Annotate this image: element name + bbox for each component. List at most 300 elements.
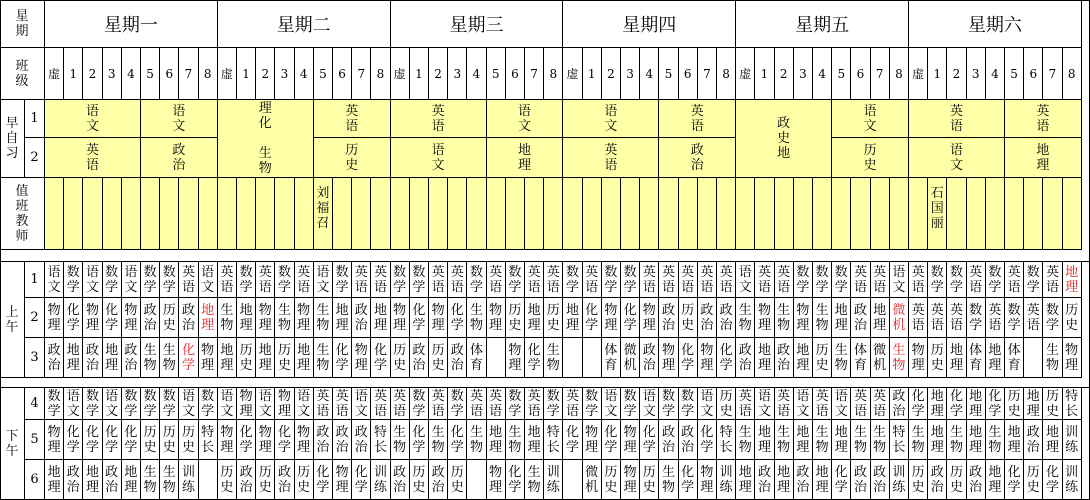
period-header-text: 2	[434, 66, 442, 81]
schedule-cell	[986, 388, 1005, 420]
schedule-cell	[544, 262, 563, 298]
subject-text: 历 史	[1045, 388, 1059, 419]
period-header	[1043, 48, 1062, 100]
schedule-cell	[947, 338, 966, 378]
subject-text: 数 学	[143, 264, 157, 295]
subject-text: 体 育	[469, 342, 483, 373]
schedule-cell	[410, 338, 429, 378]
schedule-cell	[45, 420, 64, 460]
period-header	[525, 48, 544, 100]
subject-text: 物 理	[431, 302, 445, 333]
period-header	[563, 48, 582, 100]
schedule-cell	[1063, 420, 1082, 460]
schedule-cell	[698, 420, 717, 460]
period-header	[698, 48, 717, 100]
schedule-cell	[890, 420, 909, 460]
subject-text: 语 文	[66, 388, 80, 419]
subject-text: 生 物	[220, 302, 234, 333]
subject-text: 语 文	[47, 264, 61, 295]
day-header	[218, 0, 391, 48]
subject-text: 英 语	[661, 264, 675, 295]
subject-text: 物 理	[201, 342, 215, 373]
day-header	[736, 0, 909, 48]
schedule-cell	[871, 298, 890, 338]
schedule-cell	[429, 338, 448, 378]
subject-text: 生 物	[431, 424, 445, 455]
duty-cell	[352, 178, 371, 250]
subject-text: 生 物	[834, 342, 848, 373]
period-header	[314, 48, 333, 100]
subject-text: 英 语	[1045, 264, 1059, 295]
schedule-cell	[890, 460, 909, 500]
spacer-row	[0, 250, 1090, 262]
subject-text: 政 治	[66, 464, 80, 495]
schedule-cell	[544, 388, 563, 420]
schedule-cell	[103, 298, 122, 338]
schedule-cell	[141, 460, 160, 500]
schedule-cell	[544, 420, 563, 460]
morning-study-block-text: 政 史 地	[777, 116, 791, 161]
subject-text: 英 语	[738, 388, 752, 419]
schedule-cell	[506, 388, 525, 420]
morning-study-row-1	[25, 100, 45, 138]
schedule-cell	[429, 262, 448, 298]
schedule-cell	[909, 460, 928, 500]
subject-text: 化 学	[508, 464, 522, 495]
period-header	[122, 48, 141, 100]
schedule-cell	[467, 298, 486, 338]
schedule-cell	[659, 420, 678, 460]
session-label	[0, 262, 25, 378]
subject-text: 地 理	[834, 424, 848, 455]
schedule-cell	[967, 460, 986, 500]
morning-study-block	[1005, 138, 1082, 178]
schedule-cell	[64, 338, 83, 378]
subject-text: 化 学	[565, 424, 579, 455]
subject-text: 语 文	[642, 388, 656, 419]
subject-text: 生 物	[469, 302, 483, 333]
subject-text: 数 学	[969, 302, 983, 333]
schedule-cell	[1005, 388, 1024, 420]
subject-text: 数 学	[239, 264, 253, 295]
schedule-cell	[640, 420, 659, 460]
subject-text: 政 治	[335, 424, 349, 455]
subject-text: 数 学	[815, 264, 829, 295]
schedule-cell	[832, 298, 851, 338]
duty-cell	[832, 178, 851, 250]
subject-text: 物 理	[604, 302, 618, 333]
schedule-cell	[947, 420, 966, 460]
subject-text: 生 物	[546, 342, 560, 373]
period-header-text: 8	[1067, 66, 1076, 81]
subject-text: 英 语	[546, 264, 560, 295]
period-header-text: 2	[779, 66, 788, 81]
day-header-text: 星期六	[967, 14, 1022, 36]
schedule-cell	[602, 388, 621, 420]
subject-text: 物 理	[642, 302, 656, 333]
schedule-cell	[890, 298, 909, 338]
schedule-cell	[371, 298, 390, 338]
schedule-cell	[1024, 298, 1043, 338]
schedule-cell	[237, 262, 256, 298]
morning-study-block-text: 理 化 生 物	[258, 101, 272, 176]
schedule-cell	[890, 262, 909, 298]
duty-cell	[429, 178, 448, 250]
schedule-cell	[275, 388, 294, 420]
subject-text: 历 史	[1065, 302, 1079, 333]
schedule-cell	[371, 262, 390, 298]
period-header	[755, 48, 774, 100]
period-header-text: 虚	[912, 67, 925, 81]
schedule-cell	[467, 388, 486, 420]
morning-study-block-text: 历 史	[345, 142, 359, 173]
schedule-cell	[45, 460, 64, 500]
schedule-cell	[314, 420, 333, 460]
duty-cell	[775, 178, 794, 250]
schedule-cell	[333, 338, 352, 378]
subject-text: 英 语	[373, 264, 387, 295]
subject-text: 生 物	[143, 464, 157, 495]
period-header	[947, 48, 966, 100]
schedule-cell	[410, 460, 429, 500]
schedule-cell	[122, 420, 141, 460]
schedule-cell	[871, 388, 890, 420]
schedule-cell	[333, 298, 352, 338]
subject-text: 数 学	[930, 264, 944, 295]
subject-text: 语 文	[604, 388, 618, 419]
morning-study-block-text: 政 治	[172, 142, 186, 173]
period-label	[25, 460, 45, 500]
schedule-cell	[333, 388, 352, 420]
schedule-cell	[352, 298, 371, 338]
period-header-text: 3	[799, 66, 807, 81]
schedule-cell	[83, 298, 102, 338]
period-header	[967, 48, 986, 100]
period-header	[391, 48, 410, 100]
duty-cell	[83, 178, 102, 250]
subject-text: 地 理	[988, 342, 1002, 373]
schedule-cell	[352, 420, 371, 460]
schedule-cell	[986, 262, 1005, 298]
duty-cell	[851, 178, 870, 250]
schedule-cell	[352, 262, 371, 298]
schedule-cell	[813, 298, 832, 338]
schedule-cell	[851, 338, 870, 378]
schedule-cell	[333, 420, 352, 460]
schedule-cell	[909, 420, 928, 460]
morning-study-block	[563, 138, 659, 178]
schedule-cell	[621, 420, 640, 460]
subject-text: 特 长	[719, 424, 733, 455]
subject-text: 语 文	[181, 388, 195, 419]
schedule-cell	[256, 298, 275, 338]
period-header	[640, 48, 659, 100]
subject-text: 地 理	[527, 424, 541, 455]
period-header-text: 虚	[393, 67, 406, 81]
schedule-cell	[1024, 420, 1043, 460]
schedule-cell	[410, 298, 429, 338]
duty-cell	[563, 178, 582, 250]
subject-text: 数 学	[162, 264, 176, 295]
subject-text: 数 学	[623, 264, 637, 295]
schedule-cell	[295, 338, 314, 378]
schedule-cell	[256, 338, 275, 378]
subject-text: 英 语	[297, 264, 311, 295]
subject-text: 训 练	[719, 464, 733, 495]
period-header	[448, 48, 467, 100]
period-header-text: 4	[127, 66, 135, 81]
duty-cell	[314, 178, 333, 250]
subject-text: 政 治	[661, 302, 675, 333]
schedule-cell	[525, 338, 544, 378]
subject-text: 物 理	[700, 342, 714, 373]
schedule-cell	[851, 460, 870, 500]
period-header-text: 6	[856, 66, 865, 81]
period-label-text: 5	[30, 432, 39, 447]
schedule-cell	[45, 388, 64, 420]
subject-text: 政 治	[181, 302, 195, 333]
subject-text: 地 理	[1007, 424, 1021, 455]
schedule-cell	[103, 338, 122, 378]
duty-cell	[179, 178, 198, 250]
subject-text: 英 语	[489, 388, 503, 419]
subject-text: 生 物	[162, 464, 176, 495]
subject-text: 政 治	[239, 464, 253, 495]
schedule-cell	[909, 262, 928, 298]
subject-text: 语 文	[738, 264, 752, 295]
subject-text: 地 理	[815, 464, 829, 495]
schedule-cell	[448, 262, 467, 298]
subject-text: 历 史	[143, 424, 157, 455]
subject-text: 地 理	[239, 302, 253, 333]
schedule-cell	[563, 262, 582, 298]
subject-text: 英 语	[873, 264, 887, 295]
schedule-cell	[83, 338, 102, 378]
schedule-cell	[141, 420, 160, 460]
morning-study-block-text: 语 文	[517, 103, 531, 134]
subject-text: 化 学	[988, 388, 1002, 419]
subject-text: 历 史	[1007, 388, 1021, 419]
period-header	[333, 48, 352, 100]
period-header	[83, 48, 102, 100]
subject-text: 英 语	[1007, 264, 1021, 295]
morning-study-block	[314, 100, 391, 138]
schedule-cell	[122, 338, 141, 378]
period-header	[602, 48, 621, 100]
schedule-cell	[851, 388, 870, 420]
duty-cell	[141, 178, 160, 250]
duty-cell	[295, 178, 314, 250]
subject-text: 政 治	[124, 342, 138, 373]
period-header-text: 3	[280, 66, 289, 81]
schedule-cell	[487, 420, 506, 460]
schedule-cell	[928, 262, 947, 298]
subject-text: 数 学	[124, 388, 138, 419]
schedule-cell	[103, 388, 122, 420]
schedule-cell	[83, 460, 102, 500]
schedule-cell	[717, 420, 736, 460]
schedule-cell	[659, 460, 678, 500]
schedule-cell	[199, 420, 218, 460]
schedule-cell	[775, 298, 794, 338]
schedule-cell	[83, 388, 102, 420]
duty-cell	[506, 178, 525, 250]
period-header	[659, 48, 678, 100]
subject-text: 英 语	[258, 264, 272, 295]
duty-cell	[525, 178, 544, 250]
morning-study-block	[909, 100, 1005, 138]
period-header-text: 5	[319, 66, 327, 81]
period-header-text: 8	[376, 66, 385, 81]
subject-text: 数 学	[623, 388, 637, 419]
schedule-cell	[429, 298, 448, 338]
subject-text: 生 物	[162, 342, 176, 373]
schedule-cell	[141, 298, 160, 338]
schedule-cell	[256, 262, 275, 298]
morning-study-row-2-text: 2	[30, 150, 39, 165]
subject-text: 历 史	[719, 388, 733, 419]
schedule-cell	[986, 420, 1005, 460]
subject-text: 历 史	[162, 302, 176, 333]
morning-study-block	[391, 138, 487, 178]
schedule-cell	[679, 298, 698, 338]
schedule-cell	[736, 262, 755, 298]
period-header-text: 5	[491, 66, 500, 81]
duty-cell	[659, 178, 678, 250]
schedule-cell	[679, 262, 698, 298]
subject-text: 语 文	[700, 388, 714, 419]
schedule-cell	[755, 420, 774, 460]
subject-text: 语 文	[796, 388, 810, 419]
subject-text: 数 学	[393, 264, 407, 295]
morning-study-block	[659, 100, 736, 138]
period-header-text: 虚	[739, 67, 752, 81]
subject-text: 历 史	[930, 342, 944, 373]
duty-cell	[698, 178, 717, 250]
subject-text: 地 理	[373, 302, 387, 333]
subject-text: 政 治	[431, 464, 445, 495]
schedule-cell	[717, 338, 736, 378]
subject-text: 物 理	[623, 464, 637, 495]
subject-text: 数 学	[508, 264, 522, 295]
subject-text: 英 语	[431, 264, 445, 295]
subject-text: 地 理	[757, 424, 771, 455]
morning-study-block	[314, 138, 391, 178]
period-label	[25, 298, 45, 338]
period-header-text: 4	[299, 66, 308, 81]
schedule-cell	[794, 420, 813, 460]
class-label-text: 班 级	[15, 58, 29, 89]
subject-text: 生 物	[393, 424, 407, 455]
subject-text: 化 学	[354, 464, 368, 495]
subject-text: 化 学	[124, 424, 138, 455]
schedule-cell	[698, 298, 717, 338]
duty-cell	[160, 178, 179, 250]
subject-text: 地 理	[220, 342, 234, 373]
schedule-cell	[794, 298, 813, 338]
period-header-text: 1	[69, 66, 78, 81]
schedule-cell	[275, 298, 294, 338]
schedule-cell	[391, 420, 410, 460]
subject-text: 历 史	[258, 464, 272, 495]
subject-text: 物 理	[757, 302, 771, 333]
day-header	[563, 0, 736, 48]
subject-text: 物 理	[258, 424, 272, 455]
schedule-cell	[199, 388, 218, 420]
period-header	[1024, 48, 1043, 100]
schedule-cell	[467, 338, 486, 378]
duty-cell	[199, 178, 218, 250]
subject-text: 化 学	[450, 302, 464, 333]
subject-text: 数 学	[604, 264, 618, 295]
subject-text: 训 练	[181, 464, 195, 495]
schedule-cell	[506, 460, 525, 500]
period-header-text: 7	[1048, 66, 1057, 81]
period-header-text: 3	[971, 66, 980, 81]
schedule-cell	[621, 262, 640, 298]
subject-text: 化 学	[681, 342, 695, 373]
subject-text: 政 治	[738, 342, 752, 373]
schedule-cell	[199, 460, 218, 500]
period-label	[25, 338, 45, 378]
subject-text: 历 史	[911, 464, 925, 495]
schedule-cell	[371, 420, 390, 460]
subject-text: 数 学	[47, 388, 61, 419]
schedule-cell	[218, 338, 237, 378]
period-header-text: 4	[818, 66, 826, 81]
duty-cell	[736, 178, 755, 250]
period-header-text: 2	[261, 66, 270, 81]
subject-text: 化 学	[412, 302, 426, 333]
subject-text: 生 物	[815, 424, 829, 455]
schedule-cell	[103, 460, 122, 500]
morning-study-block	[391, 100, 487, 138]
subject-text: 英 语	[700, 264, 714, 295]
subject-text: 化 学	[681, 464, 695, 495]
schedule-cell	[487, 388, 506, 420]
schedule-cell	[1024, 460, 1043, 500]
period-header	[544, 48, 563, 100]
schedule-cell	[698, 338, 717, 378]
morning-study-block	[1005, 100, 1082, 138]
subject-text: 英 语	[988, 302, 1002, 333]
subject-text: 地 理	[738, 464, 752, 495]
schedule-cell	[64, 460, 83, 500]
class-label	[0, 48, 45, 100]
subject-text: 政 治	[969, 464, 983, 495]
duty-cell	[467, 178, 486, 250]
schedule-cell	[1024, 338, 1043, 378]
schedule-cell	[928, 388, 947, 420]
schedule-cell	[122, 262, 141, 298]
period-header-text: 虚	[48, 67, 61, 81]
subject-text: 生 物	[143, 342, 157, 373]
subject-text: 政 治	[642, 342, 656, 373]
subject-text: 政 治	[853, 464, 867, 495]
morning-study-block	[487, 100, 564, 138]
schedule-cell	[295, 460, 314, 500]
subject-text: 生 物	[1045, 342, 1059, 373]
subject-text: 物 理	[297, 302, 311, 333]
subject-text: 英 语	[489, 264, 503, 295]
schedule-cell	[275, 262, 294, 298]
schedule-cell	[45, 262, 64, 298]
period-label-text: 1	[30, 272, 39, 287]
subject-text: 生 物	[815, 302, 829, 333]
duty-cell	[1024, 178, 1043, 250]
subject-text: 英 语	[527, 388, 541, 419]
subject-text: 地 理	[565, 302, 579, 333]
